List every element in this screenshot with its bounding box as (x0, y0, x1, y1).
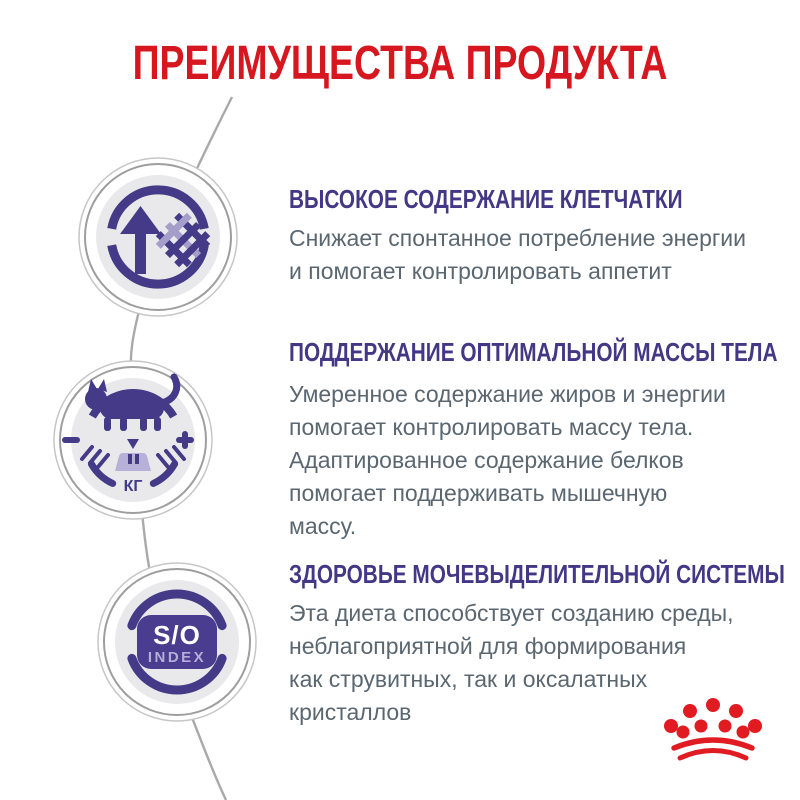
benefit-body (289, 222, 781, 288)
benefit-heading: ЗДОРОВЬЕ МОЧЕВЫДЕЛИТЕЛЬНОЙ СИСТЕМЫ (289, 559, 785, 589)
so-index-badge-icon (92, 557, 262, 727)
high-fiber-arrow-weave-icon (73, 152, 243, 322)
body-line: и помогает контролировать аппетит (289, 258, 672, 284)
benefit-heading: ВЫСОКОЕ СОДЕРЖАНИЕ КЛЕТЧАТКИ (289, 184, 683, 214)
body-line: помогает поддерживать мышечную (289, 480, 668, 506)
so-label: S/O (153, 620, 201, 650)
weight-badge (48, 355, 218, 525)
minus-icon (62, 437, 80, 443)
body-line: Умеренное содержание жиров и энергии (289, 381, 726, 407)
body-line: массу. (289, 513, 357, 539)
benefit-section-weight (289, 337, 800, 543)
body-line: помогает контролировать массу тела. (289, 414, 694, 440)
body-line: кристаллов (289, 699, 412, 725)
page-title: ПРЕИМУЩЕСТВА ПРОДУКТА (132, 37, 668, 90)
body-line: Снижает спонтанное потребление энергии (289, 225, 746, 251)
body-line: Эта диета способствует созданию среды, (289, 600, 734, 626)
royal-canin-crown-logo (658, 696, 768, 776)
body-line: неблагоприятной для формирования (289, 633, 687, 659)
fiber-badge (73, 152, 243, 322)
body-line: как струвитных, так и оксалатных (289, 666, 648, 692)
weight-management-cat-scale-icon (48, 355, 218, 525)
benefit-body (289, 378, 800, 543)
benefit-heading: ПОДДЕРЖАНИЕ ОПТИМАЛЬНОЙ МАССЫ ТЕЛА (289, 337, 778, 367)
kg-label: КГ (123, 478, 143, 495)
so-index-badge (92, 557, 262, 727)
body-line: Адаптированное содержание белков (289, 447, 684, 473)
index-label: INDEX (147, 649, 207, 666)
weight-shape (115, 453, 151, 471)
benefit-section-fiber (289, 184, 781, 288)
